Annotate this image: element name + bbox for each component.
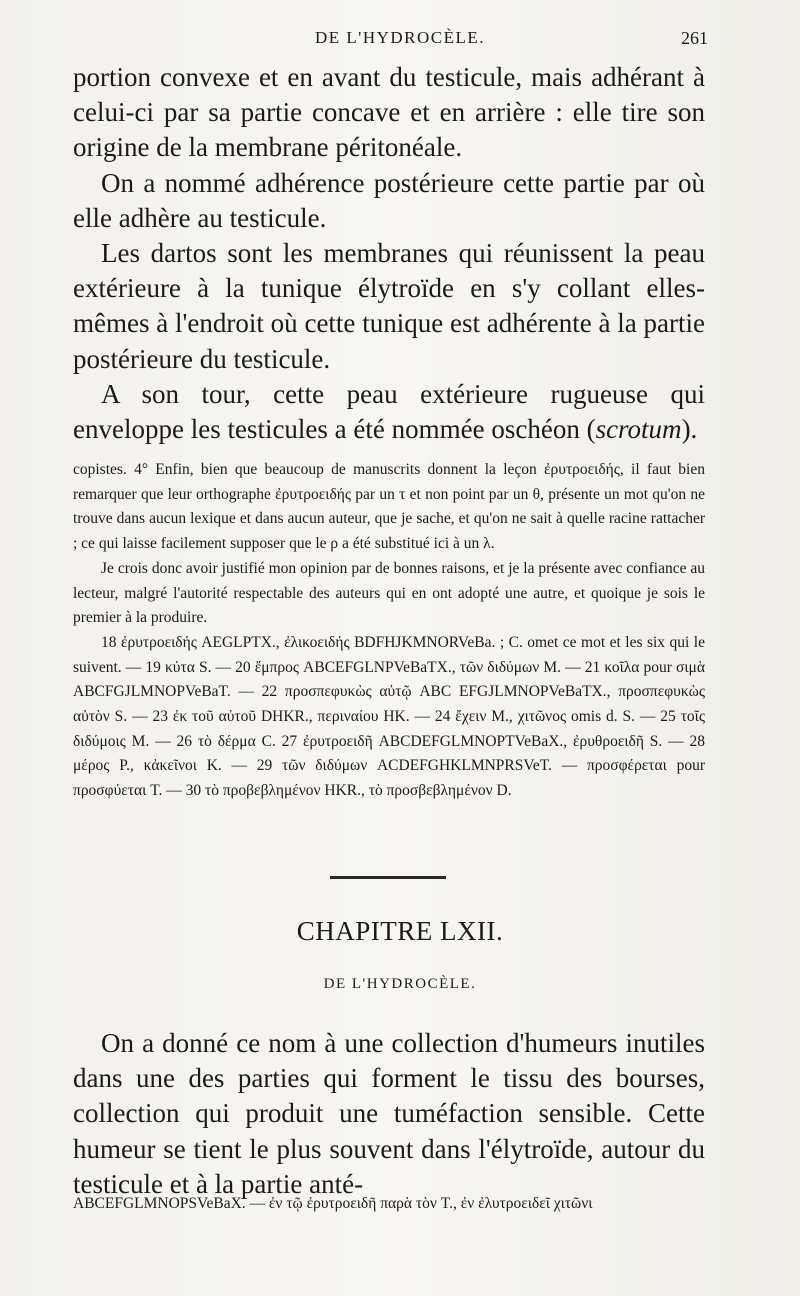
- scrotum-italic: scrotum: [595, 414, 682, 445]
- chapter-subtitle: DE L'HYDROCÈLE.: [323, 976, 477, 992]
- note-variants: 18 ἐρυτροειδής AEGLPTX., ἐλικοειδής BDFHJKMNORVeBa. ; C. omet ce mot et les six qui le suivent. — 19 κύτα S. — 20 ἔμπρος ABCEFGLNPVeBaTX., τῶν διδύμων M. — 21 κοῖλα pour σιμὰ ABCFGJLMNOPVeBaT. — 22 προσπεφυκὼς αὐτῷ ABC EFGJLMNOPVeBaTX., προσπεφυκὼς αὐτὸν S. — 23 ἐκ τοῦ αὐτοῦ DHKR., περιναίου HK. — 24 ἔχειν M., χιτῶνος omis d. S. — 25 τοῖς διδύμοις M. — 26 τὸ δέρμα C. 27 ἐρυτροειδῆ ABCDEFGLMNOPTVeBaX., ἐρυθροειδῆ S. — 28 μέρος P., κἀκεῖνοι K. — 29 τῶν διδύμων ACDEFGHKLMNPRSVeT. — προσφέρεται pour προσφύεται T. — 30 τὸ προβεβλημένον HKR., τὸ προσβεβλημένον D.: [73, 633, 705, 800]
- oscheon-text-end: ).: [681, 414, 698, 445]
- running-head: [0, 28, 800, 52]
- chapter-title: CHAPITRE LXII.: [296, 916, 504, 946]
- running-title: DE L'HYDROCÈLE.: [314, 28, 486, 47]
- paragraph-hydrocele: On a donné ce nom à une collection d'humeurs inutiles dans une des parties qui forment le tissu des bourses, collection qui produit une tuméfaction sensible. Cette humeur se tient le plus souvent dans l'élytroïde, autour du testicule et à la partie anté-: [73, 1028, 705, 1199]
- note-copistes: copistes. 4° Enfin, bien que beaucoup de manuscrits donnent la leçon ἐρυτροειδής, il faut bien remarquer que leur orthographe ἐρυτροειδής par un τ et non point par un θ, présente un mot qu'on ne trouve dans aucun lexique et dans aucun auteur, que je sache, et qu'on ne sait à quelle racine rattacher ; ce qui laisse facilement supposer que le ρ a été substitué ici à un λ.: [73, 461, 705, 553]
- paragraph-dartos: Les dartos sont les membranes qui réunissent la peau extérieure à la tunique élytroïde en s'y collant elles-mêmes à l'endroit où cette tunique est adhérente à la partie postérieure du testicule.: [73, 238, 705, 374]
- oscheon-text: A son tour, cette peau extérieure rugueuse qui enveloppe les testicules a été nommée oschéon (: [73, 378, 705, 445]
- upper-body-text: [73, 60, 705, 447]
- critical-notes: [73, 458, 705, 804]
- paragraph-continued: portion convexe et en avant du testicule, mais adhérant à celui-ci par sa partie concave et en arrière : elle tire son origine de la membrane péritonéale.: [73, 62, 705, 163]
- page-number: 261: [681, 28, 708, 48]
- paragraph-adherence: On a nommé adhérence postérieure cette partie par où elle adhère au testicule.: [73, 167, 705, 233]
- footnote-variant-line: ABCEFGLMNOPSVeBaX. — ἐν τῷ ἐρυτροειδῆ παρὰ τὸν T., ἐν ἐλυτροειδεῖ χιτῶνι: [73, 1195, 593, 1212]
- note-conclusion: Je crois donc avoir justifié mon opinion par de bonnes raisons, et je la présente avec confiance au lecteur, malgré l'autorité respectable des auteurs qui en ont adopté une autre, et quoique je sois le premier à la produire.: [73, 559, 705, 627]
- chapter-body-text: [73, 1026, 705, 1202]
- paragraph-oscheon: [73, 377, 705, 447]
- section-divider: [330, 876, 446, 879]
